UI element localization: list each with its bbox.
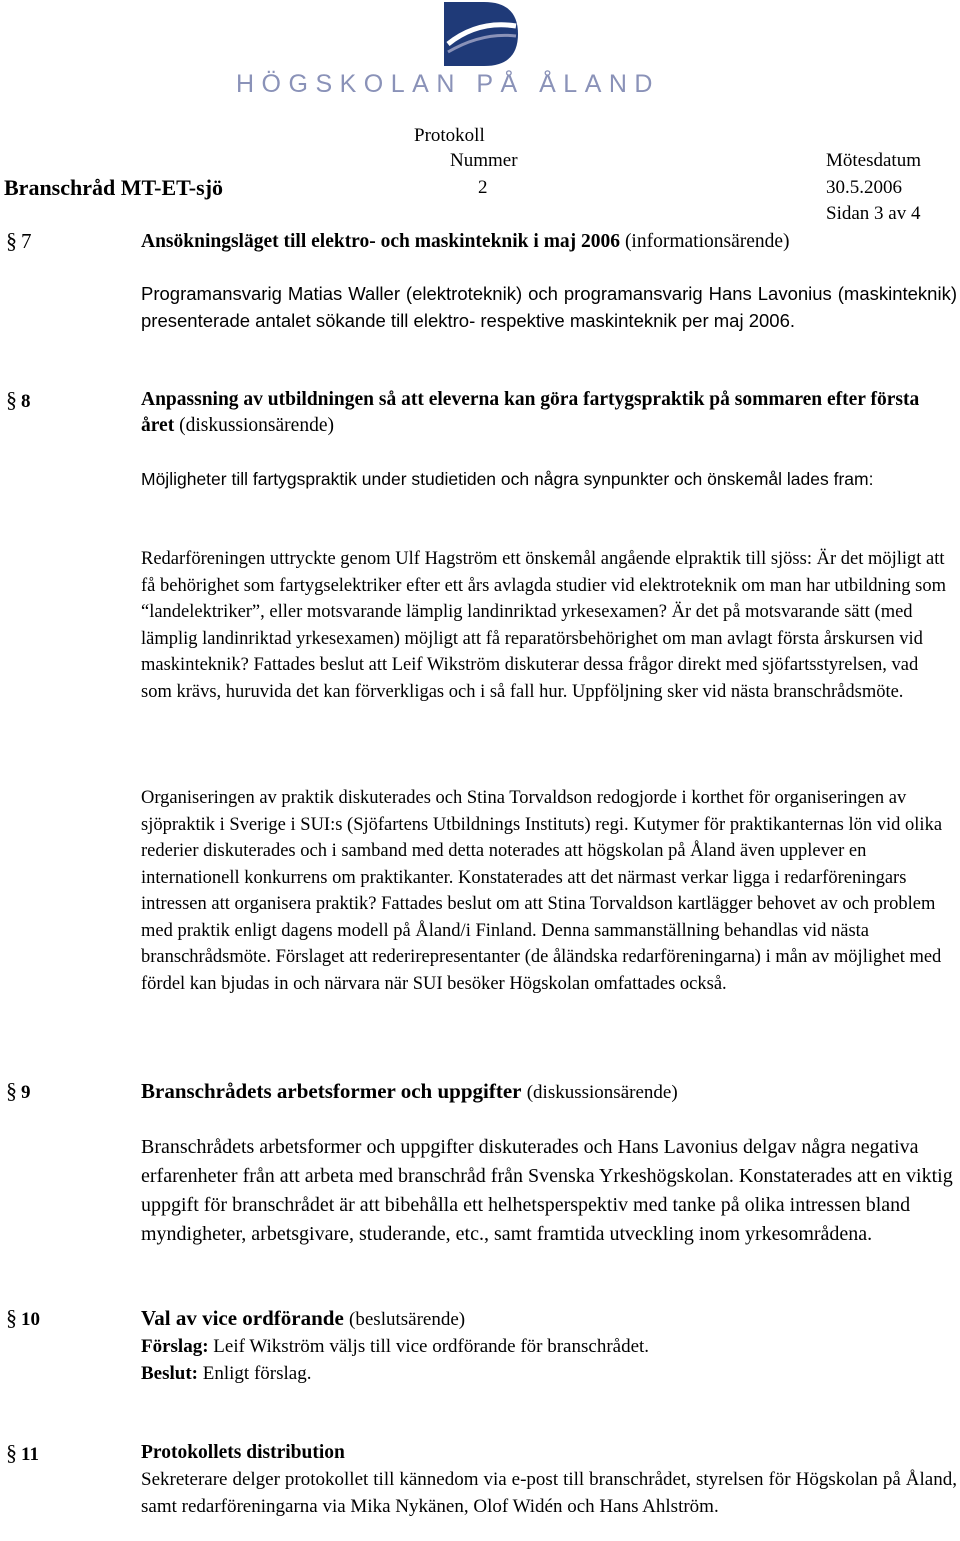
number-label: Nummer [450, 150, 518, 171]
section-7-number: § 7 [6, 228, 32, 253]
section-11-number: § 11 [6, 1440, 39, 1465]
section-symbol: § [6, 228, 17, 253]
section-8-paragraph-3: Organiseringen av praktik diskuterades och Stina Torvaldson redogjorde i korthet för organiseringen av sjöpraktik i Sverige i SUI:s (Sjöfartens Utbildnings Instituts) regi. Kutymer för praktikanternas lön vid olika rederier diskuterades och i samband med detta noterades att högskolan på Åland även upplever en internationell konkurrens om praktikanter. Konstaterades att det närmast verkar ligga i redarföreningars intressen att organisera praktik? Fattades beslut om att Stina Torvaldson kartlägger behovet av och problem med praktik enligt dagens modell på Åland/i Finland. Denna sammanställning behandlas vid nästa branschrådsmöte. Förslaget att rederirepresentanter (de åländska redarföreningarna) i mån av möjlighet med fördel kan bjudas in och närvara när SUI besöker Högskolan omfattades också. [141, 788, 943, 994]
date-value: 30.5.2006 [826, 177, 902, 198]
section-9-title: Branschrådets arbetsformer och uppgifter (diskussionsärende) [141, 1079, 678, 1103]
section-11-paragraph: Sekreterare delger protokollet till kännedom via e-post till branschrådet, styrelsen för Högskolan på Åland, samt redarföreningarna via Mika Nykänen, Olof Widén och Hans Ahlström. [141, 1469, 957, 1517]
section-10-proposal: Förslag: Leif Wikström väljs till vice ordförande för branschrådet. [141, 1336, 650, 1357]
section-8-paragraph-2: Redarföreningen uttryckte genom Ulf Hagström ett önskemål angående elpraktik till sjöss: Är det möjligt att få behörighet som fartygselektriker efter ett års avlagda studier vid elektroteknik om man har utbildning som “landelektriker”, eller motsvarande lämplig landinriktad yrkesexamen? Är det på motsvarande sätt (med lämplig landinriktad yrkesexamen) möjligt att få reparatörsbehörighet om man avlagt första årskursen vid maskinteknik? Fattades beslut att Leif Wikström diskuterar dessa frågor direkt med sjöfartsstyrelsen, vad som krävs, huruvida det kan förverkligas och i så fall hur. Uppföljning sker vid nästa branschrådsmöte. [141, 549, 947, 702]
section-8-number: § 8 [6, 387, 31, 412]
section-9-paragraph: Branschrådets arbetsformer och uppgifter diskuterades och Hans Lavonius delgav några negativa erfarenheter från att arbeta med branschråd från Svenska Yrkeshögskolan. Konstaterades att en viktig uppgift för branschrådet är att bibehålla ett helhetsperspektiv med tanke på olika intressen bland myndigheter, arbetsgivare, studerande, etc., samt framtida utveckling inom yrkesområdena. [141, 1136, 953, 1245]
section-10-number: § 10 [6, 1305, 40, 1330]
section-11-title: Protokollets distribution [141, 1442, 345, 1463]
section-7-paragraph: Programansvarig Matias Waller (elektroteknik) och programansvarig Hans Lavonius (maskinteknik) presenterade antalet sökande till elektro- respektive maskinteknik per maj 2006. [141, 283, 957, 331]
logo-wordmark: HÖGSKOLAN PÅ ÅLAND [236, 70, 660, 98]
number-value: 2 [478, 177, 488, 198]
page-number: Sidan 3 av 4 [826, 203, 921, 224]
section-10-decision: Beslut: Enligt förslag. [141, 1363, 312, 1384]
section-8-paragraph-1: Möjligheter till fartygspraktik under studietiden och några synpunkter och önskemål lades fram: [141, 469, 874, 489]
section-10-title: Val av vice ordförande (beslutsärende) [141, 1306, 466, 1330]
date-label: Mötesdatum [826, 150, 921, 171]
logo-emblem-icon [438, 2, 520, 66]
doc-type: Protokoll [414, 125, 485, 146]
board-name: Branschråd MT-ET-sjö [4, 175, 224, 200]
section-9-number: § 9 [6, 1078, 31, 1103]
section-7-title: Ansökningsläget till elektro- och maskinteknik i maj 2006 (informationsärende) [141, 231, 790, 252]
section-8-title: Anpassning av utbildningen så att eleverna kan göra fartygspraktik på sommaren efter första året (diskussionsärende) [141, 389, 920, 436]
logo-mark [438, 2, 520, 66]
